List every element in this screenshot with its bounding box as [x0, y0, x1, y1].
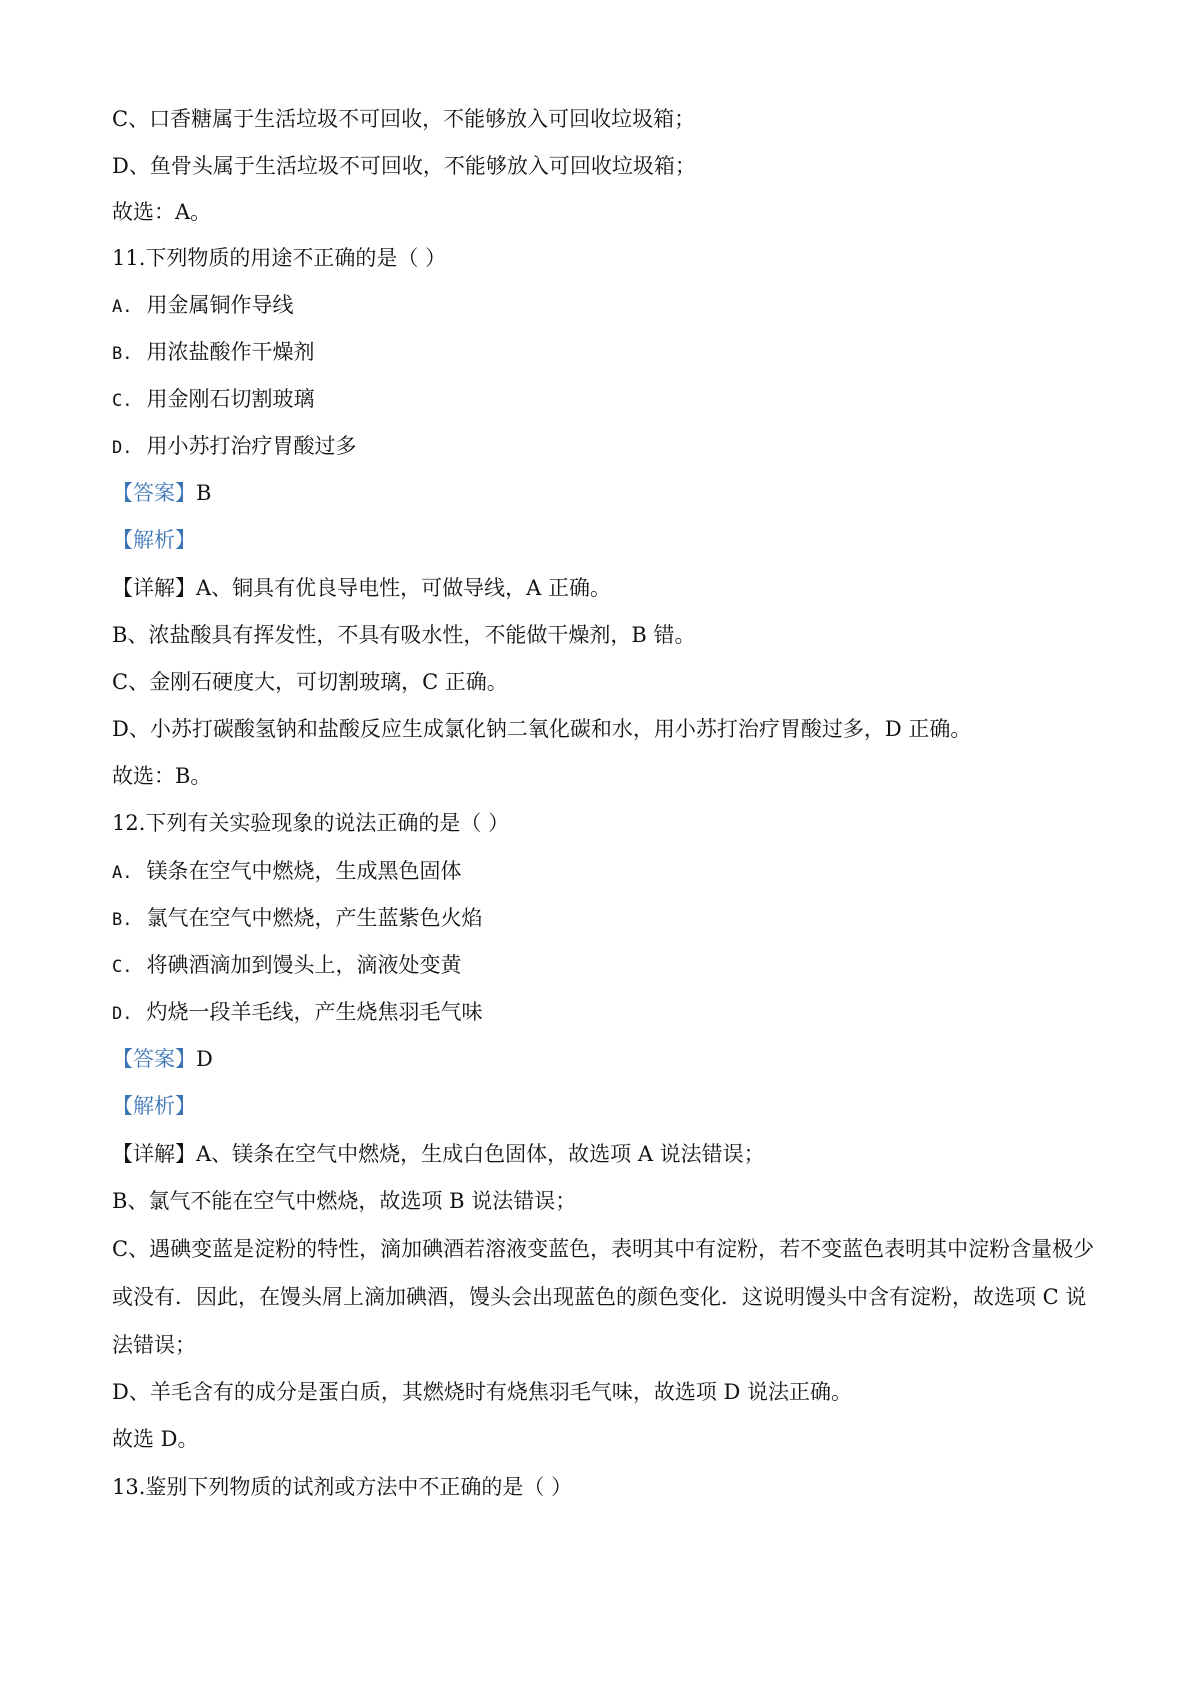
q12-analysis-tag: 【解析】: [112, 1094, 196, 1118]
option-text: 用浓盐酸作干燥剂: [146, 340, 315, 364]
q12-option-a: [112, 856, 461, 888]
q12-detail-line: 或没有．因此，在馒头屑上滴加碘酒，馒头会出现蓝色的颜色变化．这说明馒头中含有淀粉，故选项 C 说: [112, 1285, 1087, 1309]
q11-stem: 11.下列物质的用途不正确的是（ ）: [112, 246, 447, 270]
q11-option-b: [112, 337, 314, 369]
q11-detail-line: C、金刚石硬度大，可切割玻璃，C 正确。: [112, 670, 508, 694]
q12-detail-line: 法错误；: [112, 1333, 196, 1357]
option-letter: D.: [112, 438, 133, 458]
option-letter: A.: [112, 863, 133, 883]
option-text: 用金属铜作导线: [146, 293, 294, 317]
prev-explanation-d: D、鱼骨头属于生活垃圾不可回收，不能够放入可回收垃圾箱；: [112, 154, 696, 178]
q12-stem: 12.下列有关实验现象的说法正确的是（ ）: [112, 811, 510, 835]
answer-value: B: [196, 481, 212, 505]
option-letter: C.: [112, 391, 133, 411]
q12-detail-line: D、羊毛含有的成分是蛋白质，其燃烧时有烧焦羽毛气味，故选项 D 说法正确。: [112, 1380, 853, 1404]
q11-final-choice: 故选：B。: [112, 764, 212, 788]
option-text: 用小苏打治疗胃酸过多: [146, 434, 357, 458]
answer-value: D: [196, 1047, 213, 1071]
option-letter: B.: [112, 344, 133, 364]
option-letter: B.: [112, 910, 133, 930]
q11-detail-line: D、小苏打碳酸氢钠和盐酸反应生成氯化钠二氧化碳和水，用小苏打治疗胃酸过多，D 正确。: [112, 717, 972, 741]
q12-detail-line: C、遇碘变蓝是淀粉的特性，滴加碘酒若溶液变蓝色，表明其中有淀粉，若不变蓝色表明其中淀粉含量极少: [112, 1237, 1095, 1261]
option-text: 氯气在空气中燃烧，产生蓝紫色火焰: [146, 906, 483, 930]
q11-detail-line: B、浓盐酸具有挥发性，不具有吸水性，不能做干燥剂，B 错。: [112, 623, 696, 647]
q12-final-choice: 故选 D。: [112, 1427, 199, 1451]
prev-explanation-c: C、口香糖属于生活垃圾不可回收，不能够放入可回收垃圾箱；: [112, 107, 696, 131]
q12-option-b: [112, 903, 482, 935]
q12-option-c: [112, 950, 461, 982]
answer-tag: 【答案】: [112, 481, 196, 505]
q11-option-a: [112, 290, 293, 322]
q12-answer: [112, 1044, 213, 1074]
q11-answer: [112, 478, 211, 508]
option-letter: C.: [112, 957, 133, 977]
answer-tag: 【答案】: [112, 1047, 196, 1071]
q13-stem: 13.鉴别下列物质的试剂或方法中不正确的是（ ）: [112, 1475, 573, 1499]
option-text: 用金刚石切割玻璃: [146, 387, 315, 411]
q11-detail-line: 【详解】A、铜具有优良导电性，可做导线，A 正确。: [112, 576, 612, 600]
q11-option-c: [112, 384, 314, 416]
q12-detail-line: B、氯气不能在空气中燃烧，故选项 B 说法错误；: [112, 1189, 577, 1213]
q12-detail-line: 【详解】A、镁条在空气中燃烧，生成白色固体，故选项 A 说法错误；: [112, 1142, 765, 1166]
option-text: 灼烧一段羊毛线，产生烧焦羽毛气味: [146, 1000, 483, 1024]
option-text: 镁条在空气中燃烧，生成黑色固体: [146, 859, 462, 883]
option-text: 将碘酒滴加到馒头上，滴液处变黄: [146, 953, 462, 977]
q12-option-d: [112, 997, 482, 1029]
option-letter: A.: [112, 297, 133, 317]
q11-analysis-tag: 【解析】: [112, 528, 196, 552]
prev-final-choice: 故选：A。: [112, 200, 212, 224]
option-letter: D.: [112, 1004, 133, 1024]
q11-option-d: [112, 431, 356, 463]
